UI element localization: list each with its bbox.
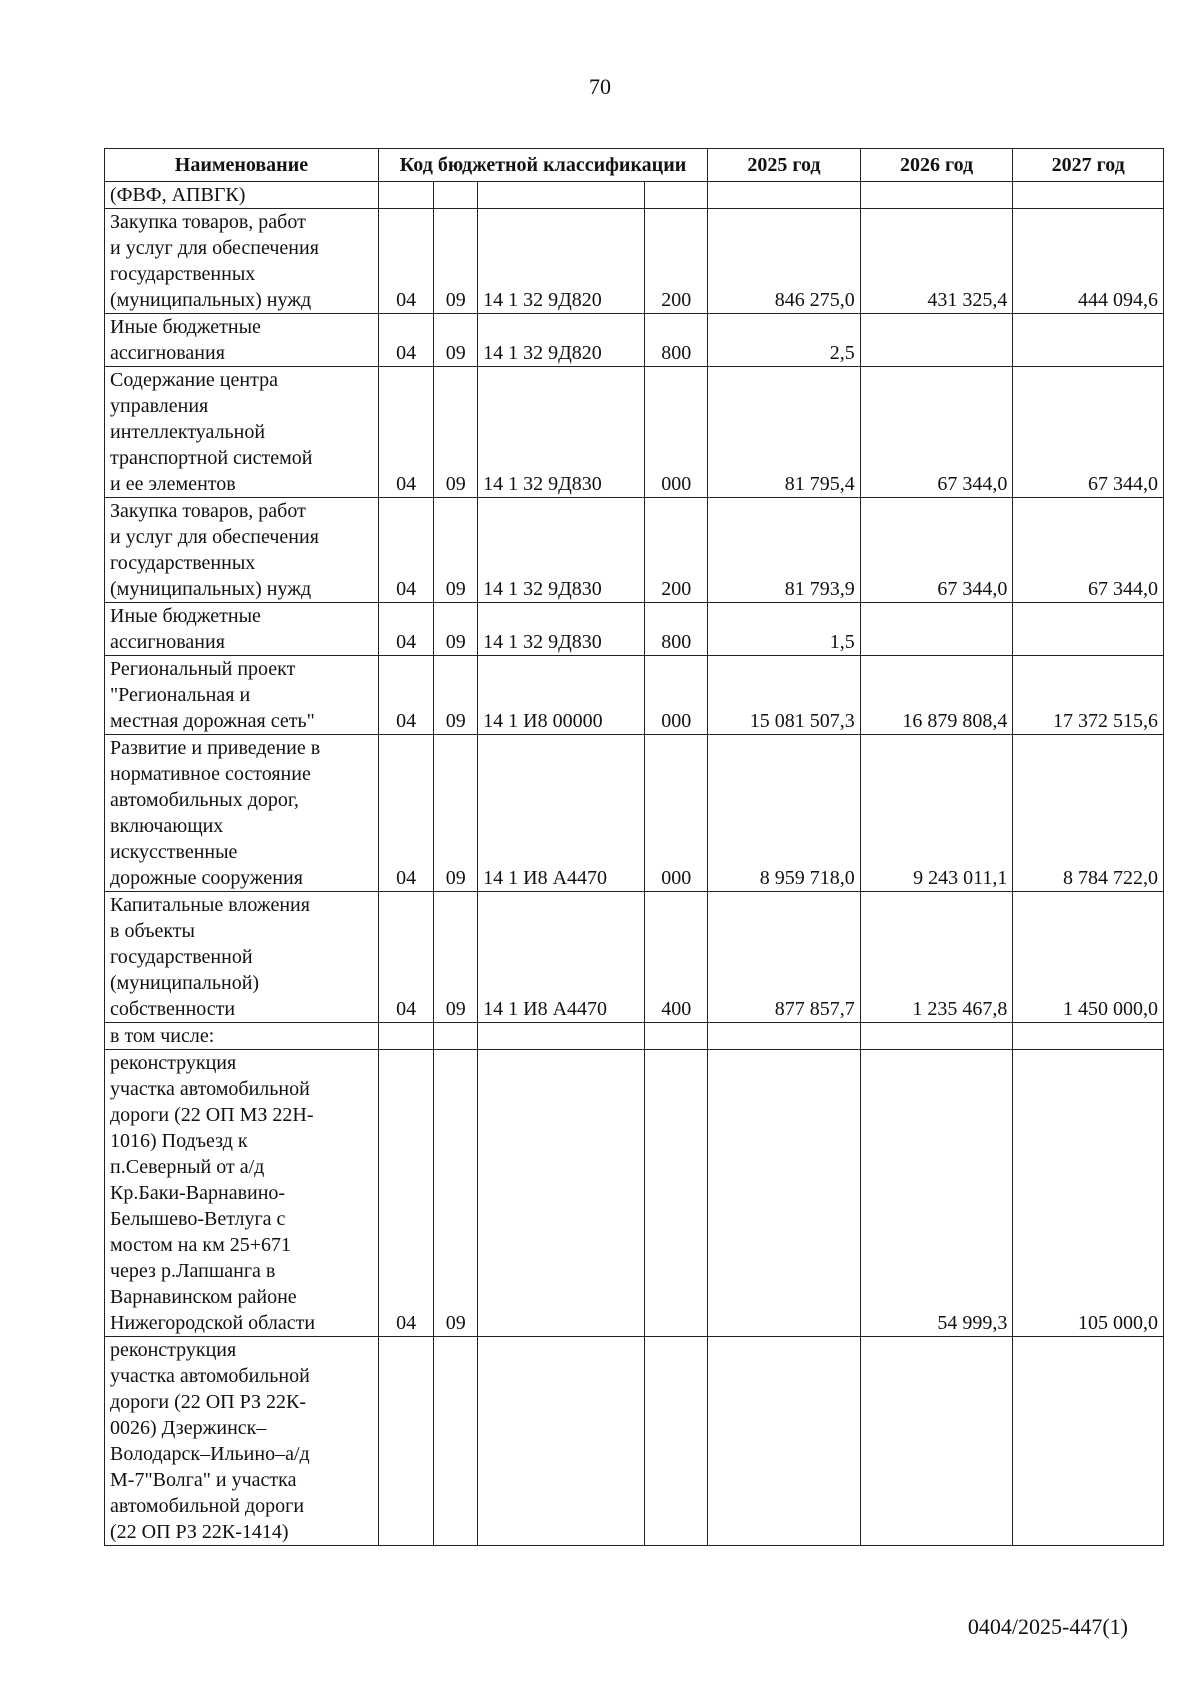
amount-2027-cell: 67 344,0 [1013,498,1164,603]
table-row [105,314,1164,367]
subsection-code-cell: 09 [434,656,478,735]
header-2025: 2025 год [708,149,861,182]
amount-2025-cell [708,1337,861,1546]
row-name-cell: (ФВФ, АПВГК) [105,182,379,209]
target-article-cell: 14 1 И8 00000 [478,656,645,735]
section-code-cell: 04 [378,656,433,735]
target-article-cell: 14 1 32 9Д830 [478,498,645,603]
expense-type-cell [645,1337,708,1546]
budget-table [104,148,1164,1546]
subsection-code-cell: 09 [434,603,478,656]
section-code-cell [378,1337,433,1546]
amount-2026-cell: 1 235 467,8 [860,892,1013,1023]
expense-type-cell: 200 [645,209,708,314]
amount-2026-cell [860,603,1013,656]
amount-2026-cell: 16 879 808,4 [860,656,1013,735]
document-code: 0404/2025-447(1) [967,1614,1128,1639]
expense-type-cell: 200 [645,498,708,603]
amount-2026-cell [860,1023,1013,1050]
header-name: Наименование [105,149,379,182]
row-name-cell: реконструкция участка автомобильной дороги (22 ОП РЗ 22К- 0026) Дзержинск– Володарск–Ильино–а/д М-7"Волга" и участка автомобильной дороги (22 ОП РЗ 22К-1414) [105,1337,379,1546]
amount-2027-cell: 8 784 722,0 [1013,735,1164,892]
table-row [105,603,1164,656]
subsection-code-cell: 09 [434,1050,478,1337]
subsection-code-cell [434,1023,478,1050]
section-code-cell: 04 [378,367,433,498]
subsection-code-cell: 09 [434,314,478,367]
target-article-cell: 14 1 И8 А4470 [478,892,645,1023]
subsection-code-cell: 09 [434,735,478,892]
amount-2026-cell: 67 344,0 [860,498,1013,603]
subsection-code-cell: 09 [434,892,478,1023]
table-row [105,498,1164,603]
subsection-code-cell [434,1337,478,1546]
target-article-cell [478,182,645,209]
amount-2027-cell [1013,603,1164,656]
amount-2026-cell [860,314,1013,367]
table-body [105,182,1164,1546]
table-row [105,182,1164,209]
expense-type-cell: 800 [645,314,708,367]
table-row [105,367,1164,498]
header-code: Код бюджетной классификации [378,149,707,182]
amount-2026-cell [860,1337,1013,1546]
target-article-cell [478,1023,645,1050]
section-code-cell: 04 [378,735,433,892]
amount-2027-cell [1013,1337,1164,1546]
target-article-cell [478,1050,645,1337]
amount-2025-cell: 8 959 718,0 [708,735,861,892]
amount-2027-cell: 67 344,0 [1013,367,1164,498]
table-row [105,1050,1164,1337]
target-article-cell: 14 1 32 9Д830 [478,603,645,656]
section-code-cell: 04 [378,1050,433,1337]
amount-2025-cell: 15 081 507,3 [708,656,861,735]
subsection-code-cell: 09 [434,209,478,314]
amount-2025-cell: 2,5 [708,314,861,367]
section-code-cell [378,1023,433,1050]
target-article-cell: 14 1 32 9Д820 [478,314,645,367]
target-article-cell: 14 1 И8 А4470 [478,735,645,892]
amount-2025-cell [708,182,861,209]
table-row [105,892,1164,1023]
expense-type-cell [645,1050,708,1337]
table-row [105,1337,1164,1546]
row-name-cell: Иные бюджетные ассигнования [105,603,379,656]
target-article-cell: 14 1 32 9Д820 [478,209,645,314]
amount-2025-cell: 846 275,0 [708,209,861,314]
expense-type-cell: 000 [645,367,708,498]
table-row [105,1023,1164,1050]
target-article-cell [478,1337,645,1546]
row-name-cell: Региональный проект "Региональная и местная дорожная сеть" [105,656,379,735]
section-code-cell: 04 [378,209,433,314]
amount-2025-cell: 81 795,4 [708,367,861,498]
row-name-cell: в том числе: [105,1023,379,1050]
header-row [105,149,1164,182]
amount-2027-cell [1013,314,1164,367]
amount-2027-cell [1013,182,1164,209]
row-name-cell: Закупка товаров, работ и услуг для обеспечения государственных (муниципальных) нужд [105,209,379,314]
amount-2027-cell [1013,1023,1164,1050]
section-code-cell [378,182,433,209]
header-2027: 2027 год [1013,149,1164,182]
subsection-code-cell: 09 [434,498,478,603]
amount-2025-cell: 1,5 [708,603,861,656]
amount-2025-cell [708,1023,861,1050]
expense-type-cell: 400 [645,892,708,1023]
section-code-cell: 04 [378,892,433,1023]
amount-2025-cell: 877 857,7 [708,892,861,1023]
expense-type-cell: 000 [645,656,708,735]
amount-2025-cell: 81 793,9 [708,498,861,603]
expense-type-cell: 000 [645,735,708,892]
header-2026: 2026 год [860,149,1013,182]
row-name-cell: Закупка товаров, работ и услуг для обеспечения государственных (муниципальных) нужд [105,498,379,603]
amount-2026-cell: 431 325,4 [860,209,1013,314]
table-row [105,209,1164,314]
expense-type-cell: 800 [645,603,708,656]
subsection-code-cell [434,182,478,209]
row-name-cell: Развитие и приведение в нормативное состояние автомобильных дорог, включающих искусственные дорожные сооружения [105,735,379,892]
amount-2026-cell: 67 344,0 [860,367,1013,498]
row-name-cell: Содержание центра управления интеллектуальной транспортной системой и ее элементов [105,367,379,498]
page-number: 70 [589,74,611,99]
row-name-cell: Иные бюджетные ассигнования [105,314,379,367]
amount-2027-cell: 444 094,6 [1013,209,1164,314]
amount-2026-cell: 9 243 011,1 [860,735,1013,892]
row-name-cell: реконструкция участка автомобильной дороги (22 ОП МЗ 22Н- 1016) Подъезд к п.Северный от а/д Кр.Баки-Варнавино- Белышево-Ветлуга с мостом на км 25+671 через р.Лапшанга в Варнавинском районе Нижегородской области [105,1050,379,1337]
section-code-cell: 04 [378,314,433,367]
table-row [105,735,1164,892]
amount-2027-cell: 105 000,0 [1013,1050,1164,1337]
target-article-cell: 14 1 32 9Д830 [478,367,645,498]
section-code-cell: 04 [378,498,433,603]
amount-2026-cell [860,182,1013,209]
expense-type-cell [645,1023,708,1050]
expense-type-cell [645,182,708,209]
amount-2026-cell: 54 999,3 [860,1050,1013,1337]
row-name-cell: Капитальные вложения в объекты государственной (муниципальной) собственности [105,892,379,1023]
table-row [105,656,1164,735]
subsection-code-cell: 09 [434,367,478,498]
amount-2027-cell: 1 450 000,0 [1013,892,1164,1023]
amount-2025-cell [708,1050,861,1337]
section-code-cell: 04 [378,603,433,656]
amount-2027-cell: 17 372 515,6 [1013,656,1164,735]
